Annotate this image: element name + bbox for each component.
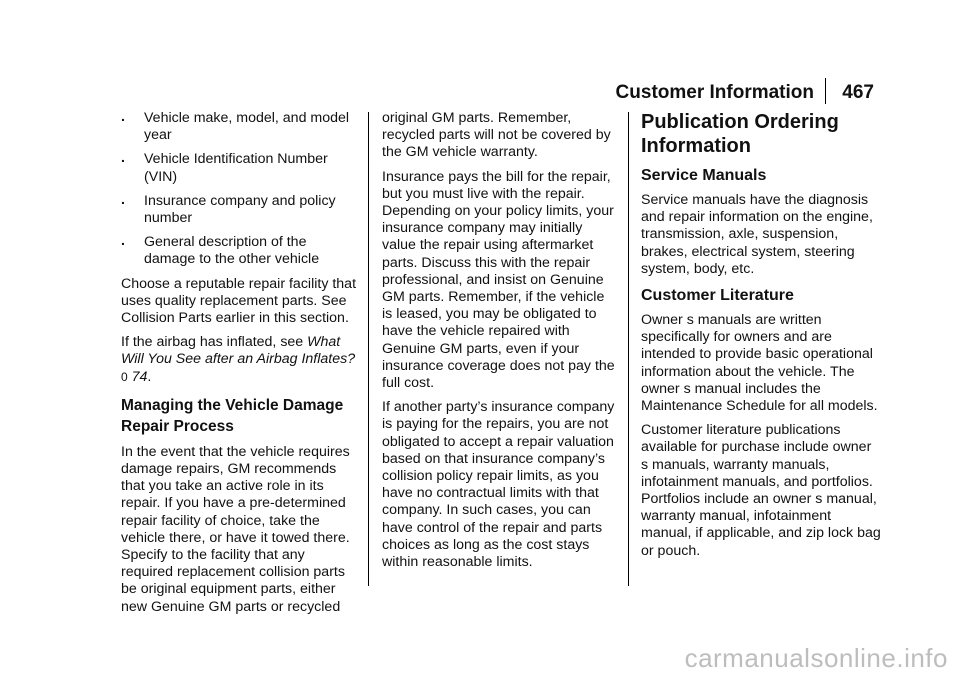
paragraph-other-party: If another party’s insurance company is paying for the repairs, you are not obligated to accept a repair valuation based on that insurance company’s collision policy repair limits, as you have no contractual limits with that company. In such cases, you can have control of the repair and parts choices as long as the cost stays within reasonable limits. bbox=[382, 399, 615, 571]
header-divider bbox=[825, 78, 826, 104]
airbag-end: . bbox=[147, 368, 152, 385]
column-divider bbox=[628, 112, 629, 586]
subheading-service-manuals: Service Manuals bbox=[641, 167, 767, 184]
page-number: 467 bbox=[842, 82, 874, 103]
heading-publication-ordering: Publication Ordering Information bbox=[641, 111, 839, 157]
bullet-icon: . bbox=[121, 150, 125, 167]
bullet-icon: . bbox=[121, 109, 125, 125]
bullet-text: General description of the damage to the other vehicle bbox=[144, 234, 320, 268]
paragraph-literature-publications: Customer literature publications available for purchase include owner s manuals, warranty manuals, infotainment manuals, and portfolios. Portfolios include an owner s manual, warranty manual, infotainment manual, if applicable, and zip lock bag or pouch. bbox=[641, 422, 881, 559]
section-title: Customer Information bbox=[615, 82, 814, 103]
bullet-item bbox=[121, 110, 356, 144]
paragraph-recycled-parts: original GM parts. Remember, recycled parts will not be covered by the GM vehicle warranty. bbox=[382, 110, 611, 161]
column-middle bbox=[382, 110, 618, 578]
bullet-item bbox=[121, 151, 356, 185]
airbag-text: If the airbag has inflated, see bbox=[121, 334, 308, 351]
column-divider bbox=[368, 112, 369, 586]
subheading-customer-literature: Customer Literature bbox=[641, 287, 794, 305]
bullet-item bbox=[121, 193, 356, 227]
watermark: carmanualsonline.info bbox=[684, 643, 948, 673]
bullet-text: Insurance company and policy number bbox=[144, 192, 336, 227]
bullet-icon: . bbox=[121, 233, 125, 250]
bullet-text: Vehicle Identification Number (VIN) bbox=[144, 151, 328, 185]
paragraph-insurance: Insurance pays the bill for the repair, but you must live with the repair. Depending on your policy limits, your insurance company may initially value the repair using aftermarket parts. Discuss this with the repair professional, and insist on Genuine GM parts. Remember, if the vehicle is leased, you may be obligated to have the vehicle repaired with Genuine GM parts, even if your insurance coverage does not pay the full cost. bbox=[382, 168, 615, 392]
paragraph-service-manuals: Service manuals have the diagnosis and repair information on the engine, transmission, axle, suspension, brakes, electrical system, steering system, body, etc. bbox=[641, 192, 873, 277]
paragraph-repair-process: In the event that the vehicle requires damage repairs, GM recommends that you take an active role in its repair. If you have a pre-determined repair facility of choice, take the vehicle there, or have it towed there. Specify to the facility that any required replacement collision parts be original equipment parts, either new Genuine GM parts or recycled bbox=[121, 443, 350, 615]
airbag-link[interactable]: What Will You See after an Airbag Inflates? bbox=[121, 334, 356, 368]
paragraph-repair-facility: Choose a reputable repair facility that uses quality replacement parts. See Collision Parts earlier in this section. bbox=[121, 275, 357, 327]
page-ref-arrow-icon: 0 bbox=[121, 369, 128, 384]
page-ref-number[interactable]: 74 bbox=[131, 368, 148, 385]
paragraph-owner-manuals: Owner s manuals are written specifically for owners and are intended to provide basic operational information about the vehicle. The owner s manual includes the Maintenance Schedule for all models. bbox=[641, 312, 878, 415]
heading-managing-damage: Managing the Vehicle Damage Repair Process bbox=[121, 396, 344, 435]
paragraph-airbag bbox=[121, 334, 356, 386]
bullet-item bbox=[121, 234, 356, 268]
column-right bbox=[641, 110, 881, 567]
page-header bbox=[0, 82, 960, 106]
column-left bbox=[121, 110, 356, 623]
bullet-text: Vehicle make, model, and model year bbox=[144, 110, 350, 144]
bullet-icon: . bbox=[121, 191, 125, 208]
